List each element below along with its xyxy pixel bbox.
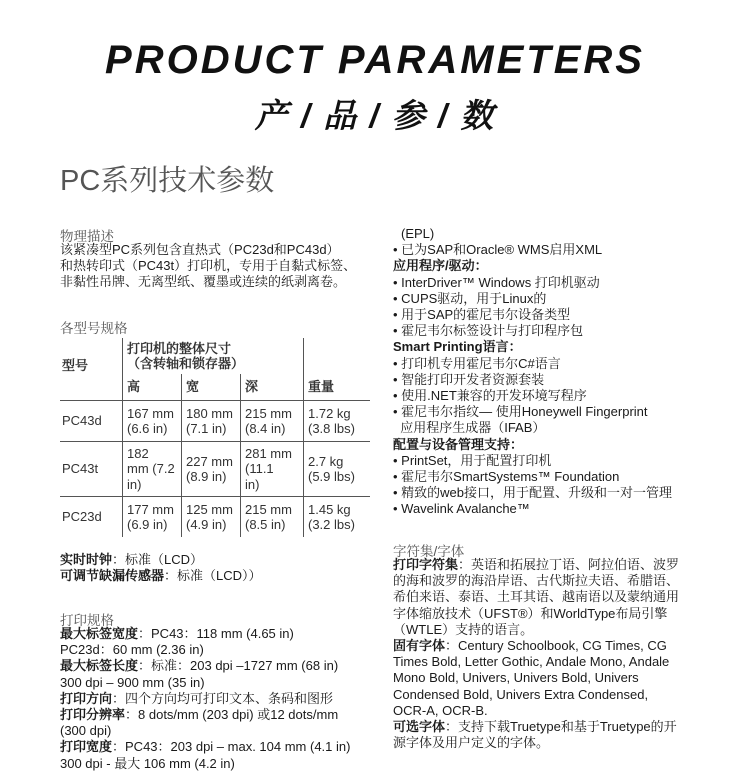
width-value-in: (4.9 in): [186, 517, 227, 532]
clock-value: ：标准（LCD）: [112, 552, 204, 567]
height-value: 182: [127, 445, 149, 461]
height-value: 167 mm: [127, 405, 174, 421]
print-charset-label: 打印字符集: [393, 557, 459, 572]
models-heading: 各型号规格: [60, 321, 128, 336]
resolution-value: ：8 dots/mm (203 dpi) 或12 dots/mm: [125, 707, 339, 723]
weight-value: 1.72 kg: [308, 405, 351, 421]
height-cell: [123, 442, 182, 497]
width-value: 125 mm: [186, 501, 233, 517]
sensor-line: [60, 568, 380, 584]
fonts-line: Times Bold, Letter Gothic, Andale Mono, Andale: [393, 654, 670, 670]
fixed-fonts-value: ：Century Schoolbook, CG Times, CG: [445, 638, 667, 654]
list-item: • 精致的web接口，用于配置、升级和一对一管理: [393, 485, 673, 501]
charset-block: [393, 557, 738, 751]
section-subtitle: PC系列技术参数: [60, 165, 275, 197]
print-width-line2: 300 dpi - 最大 106 mm (4.2 in): [60, 755, 235, 771]
depth-value: 215 mm: [245, 501, 292, 517]
print-spec-block: [60, 626, 380, 772]
charset-heading: 字符集/字体: [393, 544, 465, 559]
list-item: • 霍尼韦尔指纹— 使用Honeywell Fingerprint: [393, 404, 648, 420]
model-name: PC43t: [60, 442, 123, 497]
depth-cell: [241, 442, 304, 497]
depth-cell: [241, 401, 304, 442]
fonts-line: Condensed Bold, Univers Extra Condensed,: [393, 686, 649, 702]
height-value-in: (6.6 in): [127, 421, 168, 436]
width-cell: [182, 401, 241, 442]
col-depth: 深: [241, 374, 304, 401]
print-heading: 打印规格: [60, 613, 114, 628]
optional-fonts-line2: 源字体及用户定义的字体。: [393, 735, 550, 751]
physical-heading: 物理描述: [60, 229, 114, 244]
weight-cell: [304, 497, 371, 538]
list-item: • 打印机专用霍尼韦尔C#语言: [393, 355, 561, 371]
dims-header: [123, 338, 304, 374]
width-value: 180 mm: [186, 405, 233, 421]
max-width-line2: PC23d：60 mm (2.36 in): [60, 642, 204, 658]
print-width-value: ：PC43：203 dpi – max. 104 mm (4.1 in): [112, 739, 351, 755]
depth-value: 281 mm: [245, 445, 292, 461]
fonts-line: Mono Bold, Univers, Univers Bold, Univers: [393, 670, 639, 686]
col-weight: 重量: [304, 374, 371, 401]
height-value-cont: in): [127, 476, 142, 492]
list-item: 应用程序生成器（IFAB）: [393, 420, 546, 436]
max-width-value: ：PC43：118 mm (4.65 in): [138, 626, 294, 641]
depth-value-cont: (11.1: [245, 461, 274, 477]
model-header: 型号: [62, 358, 89, 373]
charset-line: 的海和波罗的海沿岸语、古代斯拉夫语、希腊语、: [393, 573, 680, 589]
apps-heading: 应用程序/驱动：: [393, 258, 488, 274]
resolution-line2: (300 dpi): [60, 723, 112, 739]
depth-cell: [241, 497, 304, 538]
list-item: • 用于SAP的霍尼韦尔设备类型: [393, 307, 571, 323]
fixed-fonts-label: 固有字体: [393, 638, 446, 654]
clock-sensor-block: [60, 552, 380, 584]
clock-line: [60, 552, 380, 568]
list-item: • PrintSet，用于配置打印机: [393, 452, 552, 468]
depth-value-in: (8.5 in): [245, 517, 286, 532]
width-cell: [182, 442, 241, 497]
print-charset-value: ：英语和拓展拉丁语、阿拉伯语、波罗: [458, 557, 680, 572]
model-name: PC43d: [60, 401, 123, 442]
height-cell: [123, 497, 182, 538]
weight-value: 2.7 kg: [308, 453, 344, 469]
list-item: • 霍尼韦尔标签设计与打印程序包: [393, 323, 584, 339]
table-row: [60, 442, 370, 497]
print-width-label: 打印宽度: [60, 739, 113, 755]
list-item: • CUPS驱动，用于Linux的: [393, 290, 547, 306]
charset-line: 字体缩放技术（UFST®）和WorldType布局引擎: [393, 605, 668, 621]
software-block: [393, 226, 733, 518]
weight-cell: [304, 401, 371, 442]
sap-wms-line: • 已为SAP和Oracle® WMS启用XML: [393, 242, 603, 258]
weight-value-lbs: (3.2 lbs): [308, 517, 355, 532]
weight-value: 1.45 kg: [308, 501, 351, 517]
charset-line: （WTLE）支持的语言。: [393, 621, 534, 637]
height-cell: [123, 401, 182, 442]
page-title-en: PRODUCT PARAMETERS: [105, 38, 645, 82]
physical-line: 该紧凑型PC系列包含直热式（PC23d和PC43d）: [60, 242, 340, 257]
list-item: • 智能打印开发者资源套装: [393, 371, 545, 387]
resolution-label: 打印分辨率: [60, 707, 126, 723]
optional-fonts-label: 可选字体: [393, 719, 446, 735]
sensor-label: 可调节缺漏传感器: [60, 568, 165, 584]
depth-value: 215 mm: [245, 405, 292, 421]
max-length-label: 最大标签长度: [60, 658, 139, 674]
model-spec-table: [60, 338, 370, 537]
list-item: • 霍尼韦尔SmartSystems™ Foundation: [393, 469, 620, 485]
weight-value-lbs: (3.8 lbs): [308, 421, 355, 436]
list-item: • Wavelink Avalanche™: [393, 501, 530, 517]
fonts-line: OCR-A, OCR-B.: [393, 702, 488, 718]
table-row: [60, 497, 370, 538]
sensor-value: ：标准（LCD））: [164, 568, 262, 584]
col-width: 宽: [182, 374, 241, 401]
direction-value: ：四个方向均可打印文本、条码和图形: [112, 690, 334, 706]
physical-line: 和热转印式（PC43t）打印机，专用于自黏式标签、: [60, 258, 357, 274]
physical-line: 非黏性吊牌、无离型纸、覆墨或连续的纸剥离卷。: [60, 274, 347, 290]
width-value-in: (7.1 in): [186, 421, 227, 436]
max-length-value: ：标准：203 dpi –1727 mm (68 in): [138, 658, 339, 674]
charset-line: 希伯来语、泰语、土耳其语、越南语以及蒙纳通用: [393, 589, 680, 605]
height-value-cont: mm (7.2: [127, 461, 175, 477]
config-heading: 配置与设备管理支持：: [393, 436, 524, 452]
dims-header-line2: （含转轴和锁存器）: [127, 356, 245, 371]
epl-line: (EPL): [401, 226, 435, 241]
table-row: [60, 401, 370, 442]
max-width-label: 最大标签宽度: [60, 626, 139, 641]
max-length-line2: 300 dpi – 900 mm (35 in): [60, 674, 205, 690]
weight-value-lbs: (5.9 lbs): [308, 469, 355, 484]
optional-fonts-value: ：支持下载Truetype和基于Truetype的开: [445, 719, 677, 735]
direction-label: 打印方向: [60, 690, 113, 706]
height-value: 177 mm: [127, 501, 174, 517]
clock-label: 实时时钟: [60, 552, 113, 567]
list-item: • InterDriver™ Windows 打印机驱动: [393, 274, 600, 290]
list-item: • 使用.NET兼容的开发环境写程序: [393, 388, 587, 404]
depth-value-cont: in): [245, 476, 260, 492]
page-title-cn: 产 / 品 / 参 / 数: [254, 97, 496, 134]
dims-header-line1: 打印机的整体尺寸: [127, 340, 232, 356]
height-value-in: (6.9 in): [127, 517, 168, 532]
col-height: 高: [123, 374, 182, 401]
width-cell: [182, 497, 241, 538]
width-value-in: (8.9 in): [186, 469, 227, 484]
physical-description: [60, 242, 380, 291]
smart-heading: Smart Printing语言：: [393, 339, 522, 355]
width-value: 227 mm: [186, 453, 233, 469]
weight-cell: [304, 442, 371, 497]
depth-value-in: (8.4 in): [245, 421, 286, 436]
model-name: PC23d: [60, 497, 123, 538]
